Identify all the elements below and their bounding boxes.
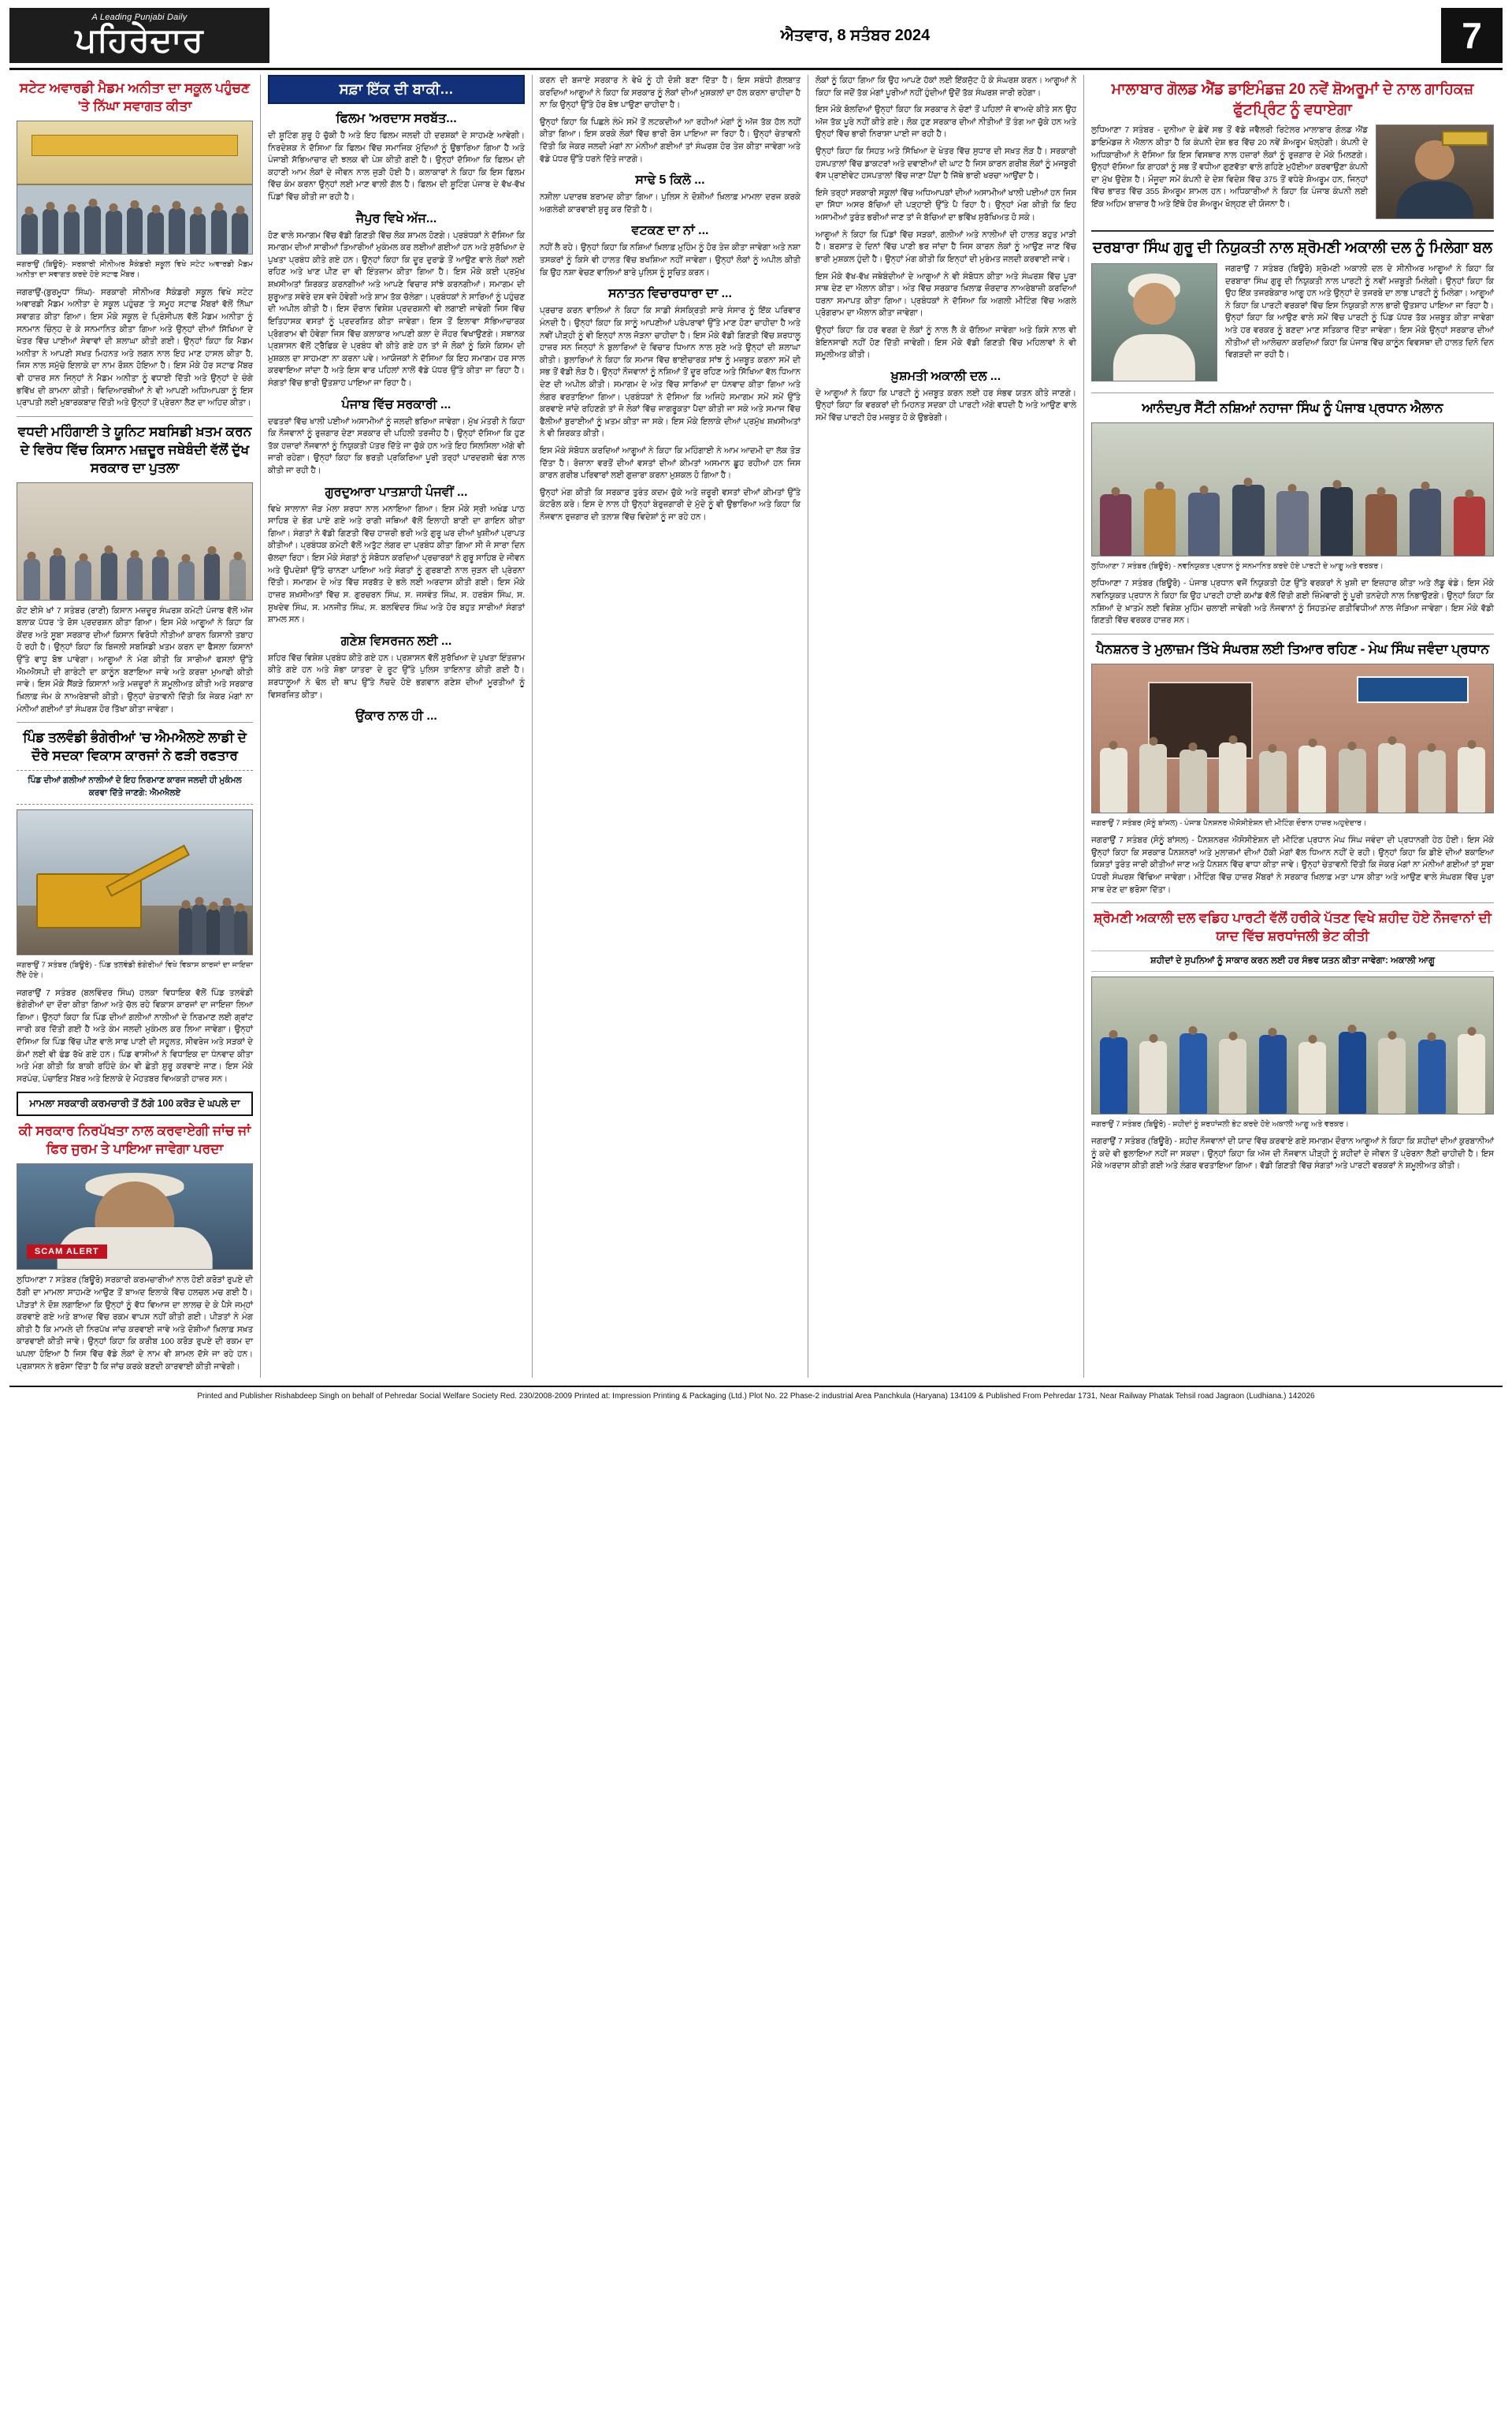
c5-story2-photo: [1091, 263, 1217, 381]
column-2: [260, 75, 532, 1378]
c5-story3-headline: ਆਨੰਦਪੁਰ ਸੈਂਟੀ ਨਸ਼ਿਆਂ ਨਹਾਜਾ ਸਿੰਘ ਨੂੰ ਪੰਜਾਬ ਪ੍ਰਧਾਨ ਐਲਾਨ: [1142, 400, 1443, 415]
column-5: [1083, 75, 1501, 1378]
col3-body-1: [540, 192, 801, 216]
logo-title: ਪਹਿਰੇਦਾਰ: [75, 21, 204, 58]
newspaper-logo: [9, 8, 269, 63]
story1-body: [17, 287, 253, 410]
jump-body-2: [268, 230, 525, 390]
jump-head-6: ਉਂਕਾਰ ਨਾਲ ਹੀ ...: [355, 709, 437, 724]
jump-head-1: ਫਿਲਮ 'ਅਰਦਾਸ ਸਰਬੱਤ...: [336, 112, 457, 125]
c5-story5-body: [1091, 1136, 1494, 1173]
jump-head-3: ਪੰਜਾਬ ਵਿੱਚ ਸਰਕਾਰੀ ...: [341, 397, 451, 411]
scam-alert-badge: SCAM ALERT: [27, 1245, 107, 1259]
jump-body-1: [268, 130, 525, 204]
jump-body-4: [268, 504, 525, 627]
col3-lead: [540, 75, 801, 166]
story3-body-text: ਜਗਰਾਉਂ 7 ਸਤੰਬਰ (ਬਲਵਿੰਦਰ ਸਿੰਘ) ਹਲਕਾ ਵਿਧਾਇਕ ਵੱਲੋਂ ਪਿੰਡ ਤਲਵੰਡੀ ਭੰਗੇਰੀਆਂ ਦਾ ਦੌਰਾ ਕੀਤਾ ਗਿਆ ਅਤੇ ਚੱਲ ਰਹੇ ਵਿਕਾਸ ਕਾਰਜਾਂ ਦਾ ਜਾਇਜ਼ਾ ਲਿਆ ਗਿਆ। ਉਨ੍ਹਾਂ ਕਿਹਾ ਕਿ ਪਿੰਡ ਦੀਆਂ ਗਲੀਆਂ ਨਾਲੀਆਂ ਦੇ ਨਿਰਮਾਣ ਲਈ ਗ੍ਰਾਂਟ ਜਾਰੀ ਕਰ ਦਿੱਤੀ ਗਈ ਹੈ ਅਤੇ ਕੰਮ ਜਲਦੀ ਮੁਕੰਮਲ ਕਰ ਲਿਆ ਜਾਵੇਗਾ। ਉਨ੍ਹਾਂ ਦੱਸਿਆ ਕਿ ਪਿੰਡ ਵਿੱਚ ਪੀਣ ਵਾਲੇ ਸਾਫ ਪਾਣੀ ਦੀ ਸਹੂਲਤ, ਸੀਵਰੇਜ ਅਤੇ ਸੜਕਾਂ ਦੇ ਕੰਮਾਂ ਲਈ ਵੀ ਫੰਡ ਰੱਖੇ ਗਏ ਹਨ। ਪਿੰਡ ਵਾਸੀਆਂ ਨੇ ਵਿਧਾਇਕ ਦਾ ਧੰਨਵਾਦ ਕੀਤਾ ਅਤੇ ਮੰਗ ਕੀਤੀ ਕਿ ਬਾਕੀ ਰਹਿੰਦੇ ਕੰਮ ਵੀ ਛੇਤੀ ਸ਼ੁਰੂ ਕਰਵਾਏ ਜਾਣ। ਇਸ ਮੌਕੇ ਸਰਪੰਚ, ਪੰਚਾਇਤ ਮੈਂਬਰ ਅਤੇ ਇਲਾਕੇ ਦੇ ਮੋਹਤਬਰ ਵਿਅਕਤੀ ਹਾਜ਼ਰ ਸਨ।: [17, 988, 253, 1084]
jump-head-4: ਗੁਰਦੁਆਰਾ ਪਾਤਸ਼ਾਹੀ ਪੰਜਵੀਂ ...: [325, 485, 468, 499]
masthead: [9, 8, 1503, 70]
c5-story4-body-text: ਜਗਰਾਉਂ 7 ਸਤੰਬਰ (ਸੋਨੂੰ ਬਾਂਸਲ) - ਪੈਨਸ਼ਨਰਜ਼ ਐਸੋਸੀਏਸ਼ਨ ਦੀ ਮੀਟਿੰਗ ਪ੍ਰਧਾਨ ਮੇਘ ਸਿੰਘ ਜਵੰਦਾ ਦੀ ਪ੍ਰਧਾਨਗੀ ਹੇਠ ਹੋਈ। ਇਸ ਮੌਕੇ ਉਨ੍ਹਾਂ ਕਿਹਾ ਕਿ ਸਰਕਾਰ ਪੈਨਸ਼ਨਰਾਂ ਅਤੇ ਮੁਲਾਜ਼ਮਾਂ ਦੀਆਂ ਹੱਕੀ ਮੰਗਾਂ ਵੱਲ ਧਿਆਨ ਨਹੀਂ ਦੇ ਰਹੀ। ਉਨ੍ਹਾਂ ਕਿਹਾ ਕਿ ਡੀਏ ਦੀਆਂ ਬਕਾਇਆ ਕਿਸ਼ਤਾਂ ਤੁਰੰਤ ਜਾਰੀ ਕੀਤੀਆਂ ਜਾਣ ਅਤੇ ਪੈਨਸ਼ਨ ਵਿੱਚ ਵਾਧਾ ਕੀਤਾ ਜਾਵੇ। ਉਨ੍ਹਾਂ ਚੇਤਾਵਨੀ ਦਿੱਤੀ ਕਿ ਜੇਕਰ ਮੰਗਾਂ ਨਾ ਮੰਨੀਆਂ ਗਈਆਂ ਤਾਂ ਸੂਬਾ ਪੱਧਰੀ ਸੰਘਰਸ਼ ਵਿੱਢਿਆ ਜਾਵੇਗਾ। ਮੀਟਿੰਗ ਵਿੱਚ ਹਾਜ਼ਰ ਮੈਂਬਰਾਂ ਨੇ ਸਰਕਾਰ ਖ਼ਿਲਾਫ਼ ਮਤਾ ਪਾਸ ਕੀਤਾ ਅਤੇ ਆਉਣ ਵਾਲੇ ਸੰਘਰਸ਼ ਵਿੱਚ ਪੂਰਾ ਸਾਥ ਦੇਣ ਦਾ ਭਰੋਸਾ ਦਿੱਤਾ।: [1091, 836, 1494, 895]
story3-photo-caption: ਜਗਰਾਉਂ 7 ਸਤੰਬਰ (ਬਿਊਰੋ) - ਪਿੰਡ ਤਲਵੰਡੀ ਭੰਗੇਰੀਆਂ ਵਿਖੇ ਵਿਕਾਸ ਕਾਰਜਾਂ ਦਾ ਜਾਇਜ਼ਾ ਲੈਂਦੇ ਹੋਏ।: [17, 960, 253, 980]
jump-head-2: ਜੈਪੁਰ ਵਿਖੇ ਅੱਜ...: [355, 211, 437, 225]
col4-para-4: ਇਸੇ ਤਰ੍ਹਾਂ ਸਰਕਾਰੀ ਸਕੂਲਾਂ ਵਿੱਚ ਅਧਿਆਪਕਾਂ ਦੀਆਂ ਅਸਾਮੀਆਂ ਖਾਲੀ ਪਈਆਂ ਹਨ ਜਿਸ ਦਾ ਸਿੱਧਾ ਅਸਰ ਬੱਚਿਆਂ ਦੀ ਪੜ੍ਹਾਈ ਉੱਤੇ ਪੈ ਰਿਹਾ ਹੈ। ਉਨ੍ਹਾਂ ਮੰਗ ਕੀਤੀ ਕਿ ਇਹ ਅਸਾਮੀਆਂ ਤੁਰੰਤ ਭਰੀਆਂ ਜਾਣ ਤਾਂ ਜੋ ਬੱਚਿਆਂ ਦਾ ਭਵਿੱਖ ਸੁਰੱਖਿਅਤ ਹੋ ਸਕੇ।: [815, 188, 1076, 223]
logo-tagline: A Leading Punjabi Daily: [91, 13, 188, 22]
c5-story3-photo: [1091, 422, 1494, 556]
col3-para-2: ਉਨ੍ਹਾਂ ਕਿਹਾ ਕਿ ਪਿਛਲੇ ਲੰਮੇ ਸਮੇਂ ਤੋਂ ਲਟਕਦੀਆਂ ਆ ਰਹੀਆਂ ਮੰਗਾਂ ਨੂੰ ਅੱਜ ਤੱਕ ਹੱਲ ਨਹੀਂ ਕੀਤਾ ਗਿਆ। ਇਸ ਕਰਕੇ ਲੋਕਾਂ ਵਿੱਚ ਭਾਰੀ ਰੋਸ ਪਾਇਆ ਜਾ ਰਿਹਾ ਹੈ। ਉਨ੍ਹਾਂ ਚੇਤਾਵਨੀ ਦਿੱਤੀ ਕਿ ਜੇਕਰ ਜਲਦੀ ਮੰਗਾਂ ਨਾ ਮੰਨੀਆਂ ਗਈਆਂ ਤਾਂ ਸੰਘਰਸ਼ ਹੋਰ ਤੇਜ਼ ਕੀਤਾ ਜਾਵੇਗਾ ਅਤੇ ਵੱਡੇ ਪੱਧਰ ਉੱਤੇ ਧਰਨੇ ਦਿੱਤੇ ਜਾਣਗੇ।: [540, 117, 801, 164]
jump-body-3: [268, 416, 525, 478]
story3-photo: [17, 809, 253, 955]
c5-story1-headline: ਮਾਲਾਬਾਰ ਗੋਲਡ ਐਂਡ ਡਾਇਮੰਡਜ਼ 20 ਨਵੇਂ ਸ਼ੋਅਰੂਮਾਂ ਦੇ ਨਾਲ ਗਾਹਿਕਜ਼ ਫੁੱਟਪ੍ਰਿੰਟ ਨੂੰ ਵਧਾਏਗਾ: [1111, 81, 1474, 118]
story4-kicker-box: [17, 1092, 253, 1116]
c5-story5-photo: [1091, 977, 1494, 1114]
c5-story4-headline: ਪੈਨਸ਼ਨਰ ਤੇ ਮੁਲਾਜ਼ਮ ਤਿੱਖੇ ਸੰਘਰਸ਼ ਲਈ ਤਿਆਰ ਰਹਿਣ - ਮੇਘ ਸਿੰਘ ਜਵੰਦਾ ਪ੍ਰਧਾਨ: [1095, 641, 1490, 657]
col3-body-2-text: ਨਹੀਂ ਲੈ ਰਹੇ। ਉਨ੍ਹਾਂ ਕਿਹਾ ਕਿ ਨਸ਼ਿਆਂ ਖ਼ਿਲਾਫ਼ ਮੁਹਿੰਮ ਨੂੰ ਹੋਰ ਤੇਜ਼ ਕੀਤਾ ਜਾਵੇਗਾ ਅਤੇ ਨਸ਼ਾ ਤਸਕਰਾਂ ਨੂੰ ਕਿਸੇ ਵੀ ਹਾਲਤ ਵਿੱਚ ਬਖਸ਼ਿਆ ਨਹੀਂ ਜਾਵੇਗਾ। ਉਨ੍ਹਾਂ ਲੋਕਾਂ ਨੂੰ ਅਪੀਲ ਕੀਤੀ ਕਿ ਉਹ ਨਸ਼ਾ ਵੇਚਣ ਵਾਲਿਆਂ ਬਾਰੇ ਪੁਲਿਸ ਨੂੰ ਸੂਚਿਤ ਕਰਨ।: [540, 244, 801, 277]
col3-body-2: [540, 242, 801, 279]
divider: [1091, 230, 1494, 232]
story4-body: [17, 1274, 253, 1373]
story4-body-text: ਲੁਧਿਆਣਾ 7 ਸਤੰਬਰ (ਬਿਊਰੋ) ਸਰਕਾਰੀ ਕਰਮਚਾਰੀਆਂ ਨਾਲ ਹੋਈ ਕਰੋੜਾਂ ਰੁਪਏ ਦੀ ਠੱਗੀ ਦਾ ਮਾਮਲਾ ਸਾਹਮਣੇ ਆਉਣ ਤੋਂ ਬਾਅਦ ਇਲਾਕੇ ਵਿੱਚ ਹਲਚਲ ਮਚ ਗਈ ਹੈ। ਪੀੜਤਾਂ ਨੇ ਦੋਸ਼ ਲਗਾਇਆ ਕਿ ਉਨ੍ਹਾਂ ਨੂੰ ਵੱਧ ਵਿਆਜ ਦਾ ਲਾਲਚ ਦੇ ਕੇ ਪੈਸੇ ਜਮ੍ਹਾਂ ਕਰਵਾਏ ਗਏ ਅਤੇ ਬਾਅਦ ਵਿੱਚ ਰਕਮ ਵਾਪਸ ਨਹੀਂ ਕੀਤੀ ਗਈ। ਪੀੜਤਾਂ ਨੇ ਮੰਗ ਕੀਤੀ ਹੈ ਕਿ ਮਾਮਲੇ ਦੀ ਨਿਰਪੱਖ ਜਾਂਚ ਕਰਵਾਈ ਜਾਵੇ ਅਤੇ ਦੋਸ਼ੀਆਂ ਖ਼ਿਲਾਫ਼ ਸਖ਼ਤ ਕਾਰਵਾਈ ਕੀਤੀ ਜਾਵੇ। ਉਨ੍ਹਾਂ ਕਿਹਾ ਕਿ ਕਰੀਬ 100 ਕਰੋੜ ਰੁਪਏ ਦੀ ਰਕਮ ਦਾ ਘਪਲਾ ਹੋਇਆ ਹੈ ਜਿਸ ਵਿੱਚ ਵੱਡੇ ਲੋਕਾਂ ਦੇ ਨਾਮ ਵੀ ਸ਼ਾਮਲ ਦੱਸੇ ਜਾ ਰਹੇ ਹਨ। ਪ੍ਰਸ਼ਾਸਨ ਨੇ ਭਰੋਸਾ ਦਿੱਤਾ ਹੈ ਕਿ ਜਾਂਚ ਕਰਕੇ ਬਣਦੀ ਕਾਰਵਾਈ ਕੀਤੀ ਜਾਵੇਗੀ।: [17, 1276, 253, 1371]
column-1: [9, 75, 260, 1378]
c5-story5-subhead: ਸ਼ਹੀਦਾਂ ਦੇ ਸੁਪਨਿਆਂ ਨੂੰ ਸਾਕਾਰ ਕਰਨ ਲਈ ਹਰ ਸੰਭਵ ਯਤਨ ਕੀਤਾ ਜਾਵੇਗਾ: ਅਕਾਲੀ ਆਗੂ: [1091, 951, 1494, 972]
c5-story5-body-text: ਜਗਰਾਉਂ 7 ਸਤੰਬਰ (ਬਿਊਰੋ) - ਸ਼ਹੀਦ ਨੌਜਵਾਨਾਂ ਦੀ ਯਾਦ ਵਿੱਚ ਕਰਵਾਏ ਗਏ ਸਮਾਗਮ ਦੌਰਾਨ ਆਗੂਆਂ ਨੇ ਕਿਹਾ ਕਿ ਸ਼ਹੀਦਾਂ ਦੀਆਂ ਕੁਰਬਾਨੀਆਂ ਨੂੰ ਕਦੇ ਵੀ ਭੁਲਾਇਆ ਨਹੀਂ ਜਾ ਸਕਦਾ। ਉਨ੍ਹਾਂ ਕਿਹਾ ਕਿ ਅੱਜ ਦੀ ਨੌਜਵਾਨ ਪੀੜ੍ਹੀ ਨੂੰ ਸ਼ਹੀਦਾਂ ਦੇ ਜੀਵਨ ਤੋਂ ਪ੍ਰੇਰਨਾ ਲੈਣੀ ਚਾਹੀਦੀ ਹੈ। ਇਸ ਮੌਕੇ ਅਰਦਾਸ ਕੀਤੀ ਗਈ ਅਤੇ ਲੰਗਰ ਵਰਤਾਇਆ ਗਿਆ। ਵੱਡੀ ਗਿਣਤੀ ਵਿੱਚ ਸੰਗਤਾਂ ਅਤੇ ਪਾਰਟੀ ਵਰਕਰਾਂ ਨੇ ਸ਼ਮੂਲੀਅਤ ਕੀਤੀ।: [1091, 1137, 1494, 1171]
page-columns: [9, 75, 1503, 1378]
story4-photo: [17, 1163, 253, 1270]
c5-story2-headline: ਦਰਬਾਰਾ ਸਿੰਘ ਗੁਰੂ ਦੀ ਨਿਯੁਕਤੀ ਨਾਲ ਸ਼੍ਰੋਮਣੀ ਅਕਾਲੀ ਦਲ ਨੂੰ ਮਿਲੇਗਾ ਬਲ: [1093, 240, 1492, 257]
column-4: [808, 75, 1083, 1378]
page-number: 7: [1441, 8, 1503, 63]
story1-photo: [17, 121, 253, 255]
edition-date: ਐਤਵਾਰ, 8 ਸਤੰਬਰ 2024: [780, 26, 931, 44]
jump-head-5: ਗਣੇਸ਼ ਵਿਸਰਜਨ ਲਈ ...: [340, 634, 452, 648]
c5-story1-body-text: ਲੁਧਿਆਣਾ 7 ਸਤੰਬਰ - ਦੁਨੀਆ ਦੇ ਛੇਵੇਂ ਸਭ ਤੋਂ ਵੱਡੇ ਜਵੈਲਰੀ ਰਿਟੇਲਰ ਮਾਲਾਬਾਰ ਗੋਲਡ ਐਂਡ ਡਾਇਮੰਡਜ਼ ਨੇ ਐਲਾਨ ਕੀਤਾ ਹੈ ਕਿ ਕੰਪਨੀ ਦੇਸ਼ ਭਰ ਵਿੱਚ 20 ਨਵੇਂ ਸ਼ੋਅਰੂਮ ਖੋਲ੍ਹੇਗੀ। ਕੰਪਨੀ ਦੇ ਅਧਿਕਾਰੀਆਂ ਨੇ ਦੱਸਿਆ ਕਿ ਇਸ ਵਿਸਥਾਰ ਨਾਲ ਹਜ਼ਾਰਾਂ ਲੋਕਾਂ ਨੂੰ ਰੁਜ਼ਗਾਰ ਦੇ ਮੌਕੇ ਮਿਲਣਗੇ। ਉਨ੍ਹਾਂ ਦੱਸਿਆ ਕਿ ਗਾਹਕਾਂ ਨੂੰ ਸਭ ਤੋਂ ਵਧੀਆ ਗੁਣਵੱਤਾ ਵਾਲੇ ਗਹਿਣੇ ਮੁਹੱਈਆ ਕਰਵਾਉਣਾ ਕੰਪਨੀ ਦਾ ਮੁੱਖ ਉਦੇਸ਼ ਹੈ। ਮੌਜੂਦਾ ਸਮੇਂ ਕੰਪਨੀ ਦੇ ਦੇਸ਼ ਵਿਦੇਸ਼ ਵਿੱਚ 375 ਤੋਂ ਵਧੇਰੇ ਸ਼ੋਅਰੂਮ ਹਨ, ਜਿਨ੍ਹਾਂ ਵਿੱਚ ਭਾਰਤ ਵਿੱਚ 355 ਸ਼ੋਅਰੂਮ ਸ਼ਾਮਲ ਹਨ। ਅਧਿਕਾਰੀਆਂ ਨੇ ਕਿਹਾ ਕਿ ਪੰਜਾਬ ਕੰਪਨੀ ਲਈ ਇੱਕ ਅਹਿਮ ਬਾਜ਼ਾਰ ਹੈ ਅਤੇ ਇੱਥੇ ਹੋਰ ਸ਼ੋਅਰੂਮ ਖੋਲ੍ਹਣ ਦੀ ਯੋਜਨਾ ਹੈ।: [1091, 126, 1368, 209]
c5-story1-photo: [1376, 125, 1494, 219]
col4-para-2: ਇਸ ਮੌਕੇ ਬੋਲਦਿਆਂ ਉਨ੍ਹਾਂ ਕਿਹਾ ਕਿ ਸਰਕਾਰ ਨੇ ਚੋਣਾਂ ਤੋਂ ਪਹਿਲਾਂ ਜੋ ਵਾਅਦੇ ਕੀਤੇ ਸਨ ਉਹ ਅੱਜ ਤੱਕ ਪੂਰੇ ਨਹੀਂ ਕੀਤੇ ਗਏ। ਲੋਕ ਹੁਣ ਸਰਕਾਰ ਦੀਆਂ ਨੀਤੀਆਂ ਤੋਂ ਤੰਗ ਆ ਚੁੱਕੇ ਹਨ ਅਤੇ ਉਨ੍ਹਾਂ ਵਿੱਚ ਭਾਰੀ ਨਿਰਾਸ਼ਾ ਪਾਈ ਜਾ ਰਹੀ ਹੈ।: [815, 106, 1076, 140]
jump-body-2-text: ਹੋਣ ਵਾਲੇ ਸਮਾਗਮ ਵਿੱਚ ਵੱਡੀ ਗਿਣਤੀ ਵਿੱਚ ਲੋਕ ਸ਼ਾਮਲ ਹੋਣਗੇ। ਪ੍ਰਬੰਧਕਾਂ ਨੇ ਦੱਸਿਆ ਕਿ ਸਮਾਗਮ ਦੀਆਂ ਸਾਰੀਆਂ ਤਿਆਰੀਆਂ ਮੁਕੰਮਲ ਕਰ ਲਈਆਂ ਗਈਆਂ ਹਨ ਅਤੇ ਸੁਰੱਖਿਆ ਦੇ ਪੁਖਤਾ ਪ੍ਰਬੰਧ ਕੀਤੇ ਗਏ ਹਨ। ਉਨ੍ਹਾਂ ਕਿਹਾ ਕਿ ਦੂਰ ਦੁਰਾਡੇ ਤੋਂ ਆਉਣ ਵਾਲੇ ਲੋਕਾਂ ਲਈ ਰਹਿਣ ਅਤੇ ਖਾਣ ਪੀਣ ਦਾ ਵੀ ਇੰਤਜ਼ਾਮ ਕੀਤਾ ਗਿਆ ਹੈ। ਇਸ ਮੌਕੇ ਕਈ ਪ੍ਰਮੁੱਖ ਸ਼ਖ਼ਸੀਅਤਾਂ ਸ਼ਿਰਕਤ ਕਰਨਗੀਆਂ ਅਤੇ ਆਪਣੇ ਵਿਚਾਰ ਸਾਂਝੇ ਕਰਨਗੀਆਂ। ਸਮਾਗਮ ਦੀ ਸ਼ੁਰੂਆਤ ਸਵੇਰੇ ਦਸ ਵਜੇ ਹੋਵੇਗੀ ਅਤੇ ਸ਼ਾਮ ਤੱਕ ਚੱਲੇਗਾ। ਪ੍ਰਬੰਧਕਾਂ ਨੇ ਸਾਰਿਆਂ ਨੂੰ ਪਹੁੰਚਣ ਦੀ ਅਪੀਲ ਕੀਤੀ ਹੈ। ਇਸ ਦੌਰਾਨ ਵਿਸ਼ੇਸ਼ ਪ੍ਰਦਰਸ਼ਨੀ ਵੀ ਲਗਾਈ ਜਾਵੇਗੀ ਜਿਸ ਵਿੱਚ ਇਤਿਹਾਸਕ ਵਸਤਾਂ ਨੂੰ ਪ੍ਰਦਰਸ਼ਿਤ ਕੀਤਾ ਜਾਵੇਗਾ। ਇਸ ਤੋਂ ਇਲਾਵਾ ਸੱਭਿਆਚਾਰਕ ਪ੍ਰੋਗਰਾਮ ਵੀ ਹੋਵੇਗਾ ਜਿਸ ਵਿੱਚ ਕਲਾਕਾਰ ਆਪਣੀ ਕਲਾ ਦੇ ਜੌਹਰ ਵਿਖਾਉਣਗੇ। ਸਥਾਨਕ ਪ੍ਰਸ਼ਾਸਨ ਵੱਲੋਂ ਟ੍ਰੈਫਿਕ ਦੇ ਪ੍ਰਬੰਧ ਵੀ ਕੀਤੇ ਗਏ ਹਨ ਤਾਂ ਜੋ ਲੋਕਾਂ ਨੂੰ ਕਿਸੇ ਕਿਸਮ ਦੀ ਮੁਸ਼ਕਲ ਦਾ ਸਾਹਮਣਾ ਨਾ ਕਰਨਾ ਪਵੇ। ਆਯੋਜਕਾਂ ਨੇ ਦੱਸਿਆ ਕਿ ਇਹ ਸਮਾਗਮ ਹਰ ਸਾਲ ਕਰਵਾਇਆ ਜਾਂਦਾ ਹੈ ਅਤੇ ਇਸ ਵਾਰ ਪਹਿਲਾਂ ਨਾਲੋਂ ਵੱਡੇ ਪੱਧਰ ਉੱਤੇ ਕੀਤਾ ਜਾ ਰਿਹਾ ਹੈ। ਸੰਗਤਾਂ ਵਿੱਚ ਭਾਰੀ ਉਤਸ਼ਾਹ ਪਾਇਆ ਜਾ ਰਿਹਾ ਹੈ।: [268, 231, 525, 388]
c5-story5-photo-caption: ਜਗਰਾਉਂ 7 ਸਤੰਬਰ (ਬਿਊਰੋ) - ਸ਼ਹੀਦਾਂ ਨੂੰ ਸ਼ਰਧਾਂਜਲੀ ਭੇਟ ਕਰਦੇ ਹੋਏ ਅਕਾਲੀ ਆਗੂ ਅਤੇ ਵਰਕਰ।: [1091, 1119, 1349, 1129]
c5-story4-photo: [1091, 664, 1494, 813]
col3-body-3: [540, 305, 801, 523]
col3-para-1: ਕਰਨ ਦੀ ਬਜਾਏ ਸਰਕਾਰ ਨੇ ਵੇਖੋ ਨੂੰ ਹੀ ਦੋਸ਼ੀ ਬਣਾ ਦਿੱਤਾ ਹੈ। ਇਸ ਸਬੰਧੀ ਗੱਲਬਾਤ ਕਰਦਿਆਂ ਆਗੂਆਂ ਨੇ ਕਿਹਾ ਕਿ ਸਰਕਾਰ ਨੂੰ ਲੋਕਾਂ ਦੀਆਂ ਮੁਸ਼ਕਲਾਂ ਦਾ ਹੱਲ ਕਰਨਾ ਚਾਹੀਦਾ ਹੈ ਨਾ ਕਿ ਉਨ੍ਹਾਂ ਉੱਤੇ ਹੋਰ ਬੋਝ ਪਾਉਣਾ ਚਾਹੀਦਾ ਹੈ।: [540, 76, 801, 110]
c5-story1-body: [1091, 125, 1368, 215]
story1-body-text: ਜਗਰਾਉਂ-(ਬੁਰਮੂਧਾ ਸਿੰਘ)- ਸਰਕਾਰੀ ਸੀਨੀਅਰ ਸੈਕੰਡਰੀ ਸਕੂਲ ਵਿਖੇ ਸਟੇਟ ਅਵਾਰਡੀ ਮੈਡਮ ਅਨੀਤਾ ਦੇ ਸਕੂਲ ਪਹੁੰਚਣ 'ਤੇ ਸਮੂਹ ਸਟਾਫ ਮੈਂਬਰਾਂ ਵੱਲੋਂ ਨਿੱਘਾ ਸਵਾਗਤ ਕੀਤਾ ਗਿਆ। ਇਸ ਮੌਕੇ ਸਕੂਲ ਦੇ ਪ੍ਰਿੰਸੀਪਲ ਵੱਲੋਂ ਮੈਡਮ ਅਨੀਤਾ ਨੂੰ ਸਨਮਾਨ ਚਿੰਨ੍ਹ ਦੇ ਕੇ ਸਨਮਾਨਿਤ ਕੀਤਾ ਗਿਆ ਅਤੇ ਉਨ੍ਹਾਂ ਦੀਆਂ ਸਿੱਖਿਆ ਦੇ ਖੇਤਰ ਵਿੱਚ ਪਾਈਆਂ ਸੇਵਾਵਾਂ ਦੀ ਸ਼ਲਾਘਾ ਕੀਤੀ ਗਈ। ਉਨ੍ਹਾਂ ਕਿਹਾ ਕਿ ਮੈਡਮ ਅਨੀਤਾ ਨੇ ਆਪਣੀ ਸਖਤ ਮਿਹਨਤ ਅਤੇ ਲਗਨ ਨਾਲ ਇਹ ਮਾਣ ਹਾਸਲ ਕੀਤਾ ਹੈ, ਜਿਸ ਨਾਲ ਸਮੁੱਚੇ ਇਲਾਕੇ ਦਾ ਨਾਮ ਰੌਸ਼ਨ ਹੋਇਆ ਹੈ। ਇਸ ਮੌਕੇ ਹੋਰ ਸਟਾਫ ਮੈਂਬਰ ਵੀ ਹਾਜ਼ਰ ਸਨ ਜਿਨ੍ਹਾਂ ਨੇ ਮੈਡਮ ਅਨੀਤਾ ਨੂੰ ਵਧਾਈ ਦਿੱਤੀ ਅਤੇ ਉਨ੍ਹਾਂ ਦੇ ਚੰਗੇ ਭਵਿੱਖ ਦੀ ਕਾਮਨਾ ਕੀਤੀ। ਵਿਦਿਆਰਥੀਆਂ ਨੇ ਵੀ ਆਪਣੀ ਅਧਿਆਪਕਾ ਨੂੰ ਇਸ ਪ੍ਰਾਪਤੀ ਲਈ ਮੁਬਾਰਕਬਾਦ ਦਿੱਤੀ ਅਤੇ ਉਨ੍ਹਾਂ ਤੋਂ ਪ੍ਰੇਰਨਾ ਲੈਣ ਦਾ ਅਹਿਦ ਕੀਤਾ।: [17, 288, 253, 408]
story3-body: [17, 988, 253, 1086]
c5-story5-headline: ਸ਼੍ਰੋਮਣੀ ਅਕਾਲੀ ਦਲ ਵਡਿਹ ਪਾਰਟੀ ਵੱਲੋਂ ਹਰੀਕੇ ਪੱਤਣ ਵਿਖੇ ਸ਼ਹੀਦ ਹੋਏ ਨੌਜਵਾਨਾਂ ਦੀ ਯਾਦ ਵਿੱਚ ਸ਼ਰਧਾਂਜਲੀ ਭੇਟ ਕੀਤੀ: [1094, 910, 1492, 944]
col4-para-6: ਇਸ ਮੌਕੇ ਵੱਖ-ਵੱਖ ਜਥੇਬੰਦੀਆਂ ਦੇ ਆਗੂਆਂ ਨੇ ਵੀ ਸੰਬੋਧਨ ਕੀਤਾ ਅਤੇ ਸੰਘਰਸ਼ ਵਿੱਚ ਪੂਰਾ ਸਾਥ ਦੇਣ ਦਾ ਐਲਾਨ ਕੀਤਾ। ਅੰਤ ਵਿੱਚ ਸਰਕਾਰ ਖ਼ਿਲਾਫ਼ ਜ਼ੋਰਦਾਰ ਨਾਅਰੇਬਾਜ਼ੀ ਕਰਦਿਆਂ ਧਰਨਾ ਸਮਾਪਤ ਕੀਤਾ ਗਿਆ। ਪ੍ਰਬੰਧਕਾਂ ਨੇ ਦੱਸਿਆ ਕਿ ਅਗਲੀ ਮੀਟਿੰਗ ਵਿੱਚ ਅਗਲੇ ਪ੍ਰੋਗਰਾਮ ਦਾ ਐਲਾਨ ਕੀਤਾ ਜਾਵੇਗਾ।: [815, 272, 1076, 318]
col4-body-bottom-text: ਦੇ ਆਗੂਆਂ ਨੇ ਕਿਹਾ ਕਿ ਪਾਰਟੀ ਨੂੰ ਮਜ਼ਬੂਤ ਕਰਨ ਲਈ ਹਰ ਸੰਭਵ ਯਤਨ ਕੀਤੇ ਜਾਣਗੇ। ਉਨ੍ਹਾਂ ਕਿਹਾ ਕਿ ਵਰਕਰਾਂ ਦੀ ਮਿਹਨਤ ਸਦਕਾ ਹੀ ਪਾਰਟੀ ਅੱਗੇ ਵਧਦੀ ਹੈ ਅਤੇ ਆਉਣ ਵਾਲੇ ਸਮੇਂ ਵਿੱਚ ਪਾਰਟੀ ਹੋਰ ਮਜ਼ਬੂਤ ਹੋ ਕੇ ਉਭਰੇਗੀ।: [815, 389, 1076, 423]
col3-head-3: ਸਨਾਤਨ ਵਿਚਾਰਧਾਰਾ ਦਾ ...: [608, 287, 732, 301]
col4-body: [815, 75, 1076, 362]
col4-para-7: ਉਨ੍ਹਾਂ ਕਿਹਾ ਕਿ ਹਰ ਵਰਗ ਦੇ ਲੋਕਾਂ ਨੂੰ ਨਾਲ ਲੈ ਕੇ ਚੱਲਿਆ ਜਾਵੇਗਾ ਅਤੇ ਕਿਸੇ ਨਾਲ ਵੀ ਬੇਇਨਸਾਫੀ ਨਹੀਂ ਹੋਣ ਦਿੱਤੀ ਜਾਵੇਗੀ। ਇਸ ਮੌਕੇ ਵੱਡੀ ਗਿਣਤੀ ਵਿੱਚ ਮਹਿਲਾਵਾਂ ਨੇ ਵੀ ਸ਼ਮੂਲੀਅਤ ਕੀਤੀ।: [815, 326, 1076, 360]
col3-head-2: ਵਟਕਣ ਦਾ ਨਾਂ ...: [631, 224, 709, 238]
col4-head-bottom: ਖ਼ੁਸ਼ਮਤੀ ਅਕਾਲੀ ਦਲ ...: [890, 369, 1001, 383]
col3-para-3: ਇਸ ਮੌਕੇ ਸੰਬੋਧਨ ਕਰਦਿਆਂ ਆਗੂਆਂ ਨੇ ਕਿਹਾ ਕਿ ਮਹਿੰਗਾਈ ਨੇ ਆਮ ਆਦਮੀ ਦਾ ਲੱਕ ਤੋੜ ਦਿੱਤਾ ਹੈ। ਰੋਜ਼ਾਨਾ ਵਰਤੋਂ ਦੀਆਂ ਵਸਤਾਂ ਦੀਆਂ ਕੀਮਤਾਂ ਅਸਮਾਨ ਛੂਹ ਰਹੀਆਂ ਹਨ ਜਿਸ ਕਾਰਨ ਗਰੀਬ ਪਰਿਵਾਰਾਂ ਲਈ ਗੁਜ਼ਾਰਾ ਕਰਨਾ ਮੁਸ਼ਕਲ ਹੋ ਗਿਆ ਹੈ।: [540, 447, 801, 481]
jump-body-5-text: ਸ਼ਹਿਰ ਵਿੱਚ ਵਿਸ਼ੇਸ਼ ਪ੍ਰਬੰਧ ਕੀਤੇ ਗਏ ਹਨ। ਪ੍ਰਸ਼ਾਸਨ ਵੱਲੋਂ ਸੁਰੱਖਿਆ ਦੇ ਪੁਖਤਾ ਇੰਤਜ਼ਾਮ ਕੀਤੇ ਗਏ ਹਨ ਅਤੇ ਸ਼ੋਭਾ ਯਾਤਰਾ ਦੇ ਰੂਟ ਉੱਤੇ ਪੁਲਿਸ ਤਾਇਨਾਤ ਕੀਤੀ ਗਈ ਹੈ। ਸ਼ਰਧਾਲੂਆਂ ਨੇ ਢੋਲ ਦੀ ਥਾਪ ਉੱਤੇ ਨੱਚਦੇ ਹੋਏ ਭਗਵਾਨ ਗਣੇਸ਼ ਦੀਆਂ ਮੂਰਤੀਆਂ ਨੂੰ ਵਿਸਰਜਿਤ ਕੀਤਾ।: [268, 653, 525, 700]
story1-headline: ਸਟੇਟ ਅਵਾਰਡੀ ਮੈਡਮ ਅਨੀਤਾ ਦਾ ਸਕੂਲ ਪਹੁੰਚਣ 'ਤੇ ਨਿੱਘਾ ਸਵਾਗਤ ਕੀਤਾ: [19, 80, 251, 113]
c5-story3-body: [1091, 578, 1494, 627]
jump-body-1-text: ਦੀ ਸ਼ੂਟਿੰਗ ਸ਼ੁਰੂ ਹੋ ਚੁੱਕੀ ਹੈ ਅਤੇ ਇਹ ਫਿਲਮ ਜਲਦੀ ਹੀ ਦਰਸ਼ਕਾਂ ਦੇ ਸਾਹਮਣੇ ਆਵੇਗੀ। ਨਿਰਦੇਸ਼ਕ ਨੇ ਦੱਸਿਆ ਕਿ ਫਿਲਮ ਵਿੱਚ ਸਮਾਜਿਕ ਮੁੱਦਿਆਂ ਨੂੰ ਉਭਾਰਿਆ ਗਿਆ ਹੈ ਅਤੇ ਪੰਜਾਬੀ ਸੱਭਿਆਚਾਰ ਦੀ ਝਲਕ ਵੀ ਪੇਸ਼ ਕੀਤੀ ਗਈ ਹੈ। ਉਨ੍ਹਾਂ ਦੱਸਿਆ ਕਿ ਫਿਲਮ ਦੀ ਕਹਾਣੀ ਆਮ ਲੋਕਾਂ ਦੇ ਜੀਵਨ ਨਾਲ ਜੁੜੀ ਹੋਈ ਹੈ। ਕਲਾਕਾਰਾਂ ਨੇ ਕਿਹਾ ਕਿ ਇਸ ਫਿਲਮ ਵਿੱਚ ਕੰਮ ਕਰਨਾ ਉਨ੍ਹਾਂ ਲਈ ਮਾਣ ਵਾਲੀ ਗੱਲ ਹੈ। ਫਿਲਮ ਦੀ ਸ਼ੂਟਿੰਗ ਪੰਜਾਬ ਦੇ ਵੱਖ-ਵੱਖ ਪਿੰਡਾਂ ਵਿੱਚ ਕੀਤੀ ਜਾ ਰਹੀ ਹੈ।: [268, 132, 525, 203]
col4-para-1: ਲੋਕਾਂ ਨੂੰ ਕਿਹਾ ਗਿਆ ਕਿ ਉਹ ਆਪਣੇ ਹੱਕਾਂ ਲਈ ਇੱਕਜੁੱਟ ਹੋ ਕੇ ਸੰਘਰਸ਼ ਕਰਨ। ਆਗੂਆਂ ਨੇ ਕਿਹਾ ਕਿ ਜਦੋਂ ਤੱਕ ਮੰਗਾਂ ਪੂਰੀਆਂ ਨਹੀਂ ਹੁੰਦੀਆਂ ਉਦੋਂ ਤੱਕ ਸੰਘਰਸ਼ ਜਾਰੀ ਰਹੇਗਾ।: [815, 76, 1076, 98]
col3-body-1-text: ਨਸ਼ੀਲਾ ਪਦਾਰਥ ਬਰਾਮਦ ਕੀਤਾ ਗਿਆ। ਪੁਲਿਸ ਨੇ ਦੋਸ਼ੀਆਂ ਖ਼ਿਲਾਫ਼ ਮਾਮਲਾ ਦਰਜ ਕਰਕੇ ਅਗਲੇਰੀ ਕਾਰਵਾਈ ਸ਼ੁਰੂ ਕਰ ਦਿੱਤੀ ਹੈ।: [540, 193, 801, 214]
col3-head-1: ਸਾਢੇ 5 ਕਿਲੋ ...: [635, 173, 705, 188]
story2-photo: [17, 482, 253, 601]
col3-body-3-text: ਪ੍ਰਚਾਰ ਕਰਨ ਵਾਲਿਆਂ ਨੇ ਕਿਹਾ ਕਿ ਸਾਡੀ ਸੰਸਕ੍ਰਿਤੀ ਸਾਰੇ ਸੰਸਾਰ ਨੂੰ ਇੱਕ ਪਰਿਵਾਰ ਮੰਨਦੀ ਹੈ। ਉਨ੍ਹਾਂ ਕਿਹਾ ਕਿ ਸਾਨੂੰ ਆਪਣੀਆਂ ਪਰੰਪਰਾਵਾਂ ਉੱਤੇ ਮਾਣ ਹੋਣਾ ਚਾਹੀਦਾ ਹੈ ਅਤੇ ਨਵੀਂ ਪੀੜ੍ਹੀ ਨੂੰ ਵੀ ਇਨ੍ਹਾਂ ਨਾਲ ਜੋੜਨਾ ਚਾਹੀਦਾ ਹੈ। ਇਸ ਮੌਕੇ ਵੱਡੀ ਗਿਣਤੀ ਵਿੱਚ ਸ਼ਰਧਾਲੂ ਹਾਜ਼ਰ ਸਨ ਜਿਨ੍ਹਾਂ ਨੇ ਬੁਲਾਰਿਆਂ ਦੇ ਵਿਚਾਰ ਧਿਆਨ ਨਾਲ ਸੁਣੇ ਅਤੇ ਉਨ੍ਹਾਂ ਦੀ ਸ਼ਲਾਘਾ ਕੀਤੀ। ਬੁਲਾਰਿਆਂ ਨੇ ਕਿਹਾ ਕਿ ਸਮਾਜ ਵਿੱਚ ਭਾਈਚਾਰਕ ਸਾਂਝ ਨੂੰ ਮਜ਼ਬੂਤ ਕਰਨਾ ਸਮੇਂ ਦੀ ਸਭ ਤੋਂ ਵੱਡੀ ਲੋੜ ਹੈ। ਉਨ੍ਹਾਂ ਨੌਜਵਾਨਾਂ ਨੂੰ ਨਸ਼ਿਆਂ ਤੋਂ ਦੂਰ ਰਹਿਣ ਅਤੇ ਸਿੱਖਿਆ ਵੱਲ ਧਿਆਨ ਦੇਣ ਦੀ ਅਪੀਲ ਕੀਤੀ। ਸਮਾਗਮ ਦੇ ਅੰਤ ਵਿੱਚ ਸਾਰਿਆਂ ਦਾ ਧੰਨਵਾਦ ਕੀਤਾ ਗਿਆ ਅਤੇ ਲੰਗਰ ਵਰਤਾਇਆ ਗਿਆ। ਪ੍ਰਬੰਧਕਾਂ ਨੇ ਦੱਸਿਆ ਕਿ ਅਜਿਹੇ ਸਮਾਗਮ ਸਮੇਂ ਸਮੇਂ ਉੱਤੇ ਕਰਵਾਏ ਜਾਂਦੇ ਰਹਿਣਗੇ ਤਾਂ ਜੋ ਲੋਕਾਂ ਵਿੱਚ ਜਾਗਰੂਕਤਾ ਪੈਦਾ ਕੀਤੀ ਜਾ ਸਕੇ ਅਤੇ ਸਮਾਜ ਵਿੱਚ ਫੈਲੀਆਂ ਬੁਰਾਈਆਂ ਨੂੰ ਖ਼ਤਮ ਕੀਤਾ ਜਾ ਸਕੇ। ਇਸ ਮੌਕੇ ਇਲਾਕੇ ਦੀਆਂ ਪ੍ਰਮੁੱਖ ਸ਼ਖ਼ਸੀਅਤਾਂ ਨੇ ਵੀ ਸ਼ਿਰਕਤ ਕੀਤੀ।: [540, 307, 801, 439]
jump-body-5: [268, 653, 525, 701]
jump-body-4-text: ਵਿਖੇ ਸਾਲਾਨਾ ਜੋੜ ਮੇਲਾ ਸ਼ਰਧਾ ਨਾਲ ਮਨਾਇਆ ਗਿਆ। ਇਸ ਮੌਕੇ ਸ੍ਰੀ ਅਖੰਡ ਪਾਠ ਸਾਹਿਬ ਦੇ ਭੋਗ ਪਾਏ ਗਏ ਅਤੇ ਰਾਗੀ ਜਥਿਆਂ ਵੱਲੋਂ ਇਲਾਹੀ ਬਾਣੀ ਦਾ ਗਾਇਨ ਕੀਤਾ ਗਿਆ। ਸੰਗਤਾਂ ਨੇ ਵੱਡੀ ਗਿਣਤੀ ਵਿੱਚ ਹਾਜ਼ਰੀ ਭਰੀ ਅਤੇ ਗੁਰੂ ਘਰ ਦੀਆਂ ਖੁਸ਼ੀਆਂ ਪ੍ਰਾਪਤ ਕੀਤੀਆਂ। ਪ੍ਰਬੰਧਕ ਕਮੇਟੀ ਵੱਲੋਂ ਅਤੁੱਟ ਲੰਗਰ ਦਾ ਪ੍ਰਬੰਧ ਕੀਤਾ ਗਿਆ ਸੀ ਜੋ ਸਾਰਾ ਦਿਨ ਚੱਲਦਾ ਰਿਹਾ। ਇਸ ਮੌਕੇ ਸੰਗਤਾਂ ਨੂੰ ਸੰਬੋਧਨ ਕਰਦਿਆਂ ਪ੍ਰਚਾਰਕਾਂ ਨੇ ਗੁਰੂ ਸਾਹਿਬ ਦੇ ਜੀਵਨ ਅਤੇ ਉਪਦੇਸ਼ਾਂ ਉੱਤੇ ਚਾਨਣਾ ਪਾਇਆ ਅਤੇ ਸੰਗਤਾਂ ਨੂੰ ਗੁਰਬਾਣੀ ਨਾਲ ਜੁੜਨ ਦੀ ਪ੍ਰੇਰਨਾ ਦਿੱਤੀ। ਸਮਾਗਮ ਦੇ ਅੰਤ ਵਿੱਚ ਸਰਬੱਤ ਦੇ ਭਲੇ ਲਈ ਅਰਦਾਸ ਕੀਤੀ ਗਈ। ਇਸ ਮੌਕੇ ਹਾਜ਼ਰ ਸ਼ਖ਼ਸੀਅਤਾਂ ਵਿੱਚ ਸ. ਗੁਰਚਰਨ ਸਿੰਘ, ਸ. ਜਸਵੰਤ ਸਿੰਘ, ਸ. ਹਰਬੰਸ ਸਿੰਘ, ਸ. ਸੁਖਦੇਵ ਸਿੰਘ, ਸ. ਮਨਜੀਤ ਸਿੰਘ, ਸ. ਬਲਵਿੰਦਰ ਸਿੰਘ ਅਤੇ ਹੋਰ ਬਹੁਤ ਸਾਰੀਆਂ ਸੰਗਤਾਂ ਸ਼ਾਮਲ ਸਨ।: [268, 504, 525, 625]
divider: [1091, 902, 1494, 903]
c5-story4-body: [1091, 835, 1494, 896]
story2-body-text: ਕੋਟ ਈਸੇ ਖਾਂ 7 ਸਤੰਬਰ (ਰਾਣੀ) ਕਿਸਾਨ ਮਜ਼ਦੂਰ ਸੰਘਰਸ਼ ਕਮੇਟੀ ਪੰਜਾਬ ਵੱਲੋਂ ਅੱਜ ਬਲਾਕ ਪੱਧਰ 'ਤੇ ਰੋਸ ਪ੍ਰਦਰਸ਼ਨ ਕੀਤਾ ਗਿਆ। ਇਸ ਮੌਕੇ ਆਗੂਆਂ ਨੇ ਕਿਹਾ ਕਿ ਕੇਂਦਰ ਅਤੇ ਸੂਬਾ ਸਰਕਾਰ ਦੀਆਂ ਕਿਸਾਨ ਵਿਰੋਧੀ ਨੀਤੀਆਂ ਕਾਰਨ ਕਿਸਾਨੀ ਤਬਾਹ ਹੋ ਰਹੀ ਹੈ। ਉਨ੍ਹਾਂ ਕਿਹਾ ਕਿ ਬਿਜਲੀ ਸਬਸਿਡੀ ਖ਼ਤਮ ਕਰਨ ਦਾ ਫੈਸਲਾ ਕਿਸਾਨਾਂ ਉੱਤੇ ਵਾਧੂ ਬੋਝ ਪਾਵੇਗਾ। ਆਗੂਆਂ ਨੇ ਮੰਗ ਕੀਤੀ ਕਿ ਸਾਰੀਆਂ ਫਸਲਾਂ ਉੱਤੇ ਐਮਐਸਪੀ ਦੀ ਗਾਰੰਟੀ ਦਾ ਕਾਨੂੰਨ ਬਣਾਇਆ ਜਾਵੇ ਅਤੇ ਕਰਜ਼ਾ ਮੁਆਫੀ ਕੀਤੀ ਜਾਵੇ। ਇਸ ਮੌਕੇ ਸੈਂਕੜੇ ਕਿਸਾਨਾਂ ਅਤੇ ਮਜ਼ਦੂਰਾਂ ਨੇ ਸ਼ਮੂਲੀਅਤ ਕੀਤੀ ਅਤੇ ਸਰਕਾਰ ਖ਼ਿਲਾਫ਼ ਜੰਮ ਕੇ ਨਾਅਰੇਬਾਜ਼ੀ ਕੀਤੀ। ਉਨ੍ਹਾਂ ਚੇਤਾਵਨੀ ਦਿੱਤੀ ਕਿ ਜੇਕਰ ਮੰਗਾਂ ਨਾ ਮੰਨੀਆਂ ਗਈਆਂ ਤਾਂ ਸੰਘਰਸ਼ ਹੋਰ ਤਿੱਖਾ ਕੀਤਾ ਜਾਵੇਗਾ।: [17, 606, 253, 714]
continued-banner: ਸਫ਼ਾ ਇੱਕ ਦੀ ਬਾਕੀ...: [268, 75, 525, 104]
divider: [17, 416, 253, 417]
story2-body: [17, 605, 253, 716]
story1-photo-caption: ਜਗਰਾਉਂ (ਬਿਊਰੋ)- ਸਰਕਾਰੀ ਸੀਨੀਅਰ ਸੈਕੰਡਰੀ ਸਕੂਲ ਵਿਖੇ ਸਟੇਟ ਅਵਾਰਡੀ ਮੈਡਮ ਅਨੀਤਾ ਦਾ ਸਵਾਗਤ ਕਰਦੇ ਹੋਏ ਸਟਾਫ ਮੈਂਬਰ।: [17, 259, 253, 280]
col3-para-4: ਉਨ੍ਹਾਂ ਮੰਗ ਕੀਤੀ ਕਿ ਸਰਕਾਰ ਤੁਰੰਤ ਕਦਮ ਚੁੱਕੇ ਅਤੇ ਜ਼ਰੂਰੀ ਵਸਤਾਂ ਦੀਆਂ ਕੀਮਤਾਂ ਉੱਤੇ ਕੰਟਰੋਲ ਕਰੇ। ਇਸ ਦੇ ਨਾਲ ਹੀ ਉਨ੍ਹਾਂ ਬੇਰੁਜ਼ਗਾਰੀ ਦੇ ਮੁੱਦੇ ਨੂੰ ਵੀ ਉਭਾਰਿਆ ਅਤੇ ਕਿਹਾ ਕਿ ਨੌਜਵਾਨ ਰੁਜ਼ਗਾਰ ਦੀ ਤਲਾਸ਼ ਵਿੱਚ ਵਿਦੇਸ਼ਾਂ ਨੂੰ ਜਾ ਰਹੇ ਹਨ।: [540, 488, 801, 523]
jump-body-3-text: ਦਫਤਰਾਂ ਵਿੱਚ ਖਾਲੀ ਪਈਆਂ ਅਸਾਮੀਆਂ ਨੂੰ ਜਲਦੀ ਭਰਿਆ ਜਾਵੇਗਾ। ਮੁੱਖ ਮੰਤਰੀ ਨੇ ਕਿਹਾ ਕਿ ਨੌਜਵਾਨਾਂ ਨੂੰ ਰੁਜ਼ਗਾਰ ਦੇਣਾ ਸਰਕਾਰ ਦੀ ਪਹਿਲੀ ਤਰਜੀਹ ਹੈ। ਉਨ੍ਹਾਂ ਦੱਸਿਆ ਕਿ ਹੁਣ ਤੱਕ ਹਜ਼ਾਰਾਂ ਨੌਜਵਾਨਾਂ ਨੂੰ ਨਿਯੁਕਤੀ ਪੱਤਰ ਦਿੱਤੇ ਜਾ ਚੁੱਕੇ ਹਨ ਅਤੇ ਇਹ ਸਿਲਸਿਲਾ ਅੱਗੇ ਵੀ ਜਾਰੀ ਰਹੇਗਾ। ਉਨ੍ਹਾਂ ਕਿਹਾ ਕਿ ਭਰਤੀ ਪ੍ਰਕਿਰਿਆ ਪੂਰੀ ਤਰ੍ਹਾਂ ਪਾਰਦਰਸ਼ੀ ਢੰਗ ਨਾਲ ਕੀਤੀ ਜਾ ਰਹੀ ਹੈ।: [268, 417, 525, 476]
c5-story2-body-text: ਜਗਰਾਉਂ 7 ਸਤੰਬਰ (ਬਿਊਰੋ) ਸ਼੍ਰੋਮਣੀ ਅਕਾਲੀ ਦਲ ਦੇ ਸੀਨੀਅਰ ਆਗੂਆਂ ਨੇ ਕਿਹਾ ਕਿ ਦਰਬਾਰਾ ਸਿੰਘ ਗੁਰੂ ਦੀ ਨਿਯੁਕਤੀ ਨਾਲ ਪਾਰਟੀ ਨੂੰ ਨਵੀਂ ਮਜ਼ਬੂਤੀ ਮਿਲੇਗੀ। ਉਨ੍ਹਾਂ ਕਿਹਾ ਕਿ ਉਹ ਇੱਕ ਤਜਰਬੇਕਾਰ ਆਗੂ ਹਨ ਅਤੇ ਉਨ੍ਹਾਂ ਦੇ ਤਜਰਬੇ ਦਾ ਲਾਭ ਪਾਰਟੀ ਨੂੰ ਮਿਲੇਗਾ। ਆਗੂਆਂ ਨੇ ਕਿਹਾ ਕਿ ਪਾਰਟੀ ਵਰਕਰਾਂ ਵਿੱਚ ਇਸ ਨਿਯੁਕਤੀ ਨਾਲ ਭਾਰੀ ਉਤਸ਼ਾਹ ਪਾਇਆ ਜਾ ਰਿਹਾ ਹੈ। ਉਨ੍ਹਾਂ ਕਿਹਾ ਕਿ ਆਉਣ ਵਾਲੇ ਸਮੇਂ ਵਿੱਚ ਪਾਰਟੀ ਨੂੰ ਪਿੰਡ ਪੱਧਰ ਤੱਕ ਮਜ਼ਬੂਤ ਕੀਤਾ ਜਾਵੇਗਾ ਅਤੇ ਹਰ ਵਰਕਰ ਨੂੰ ਬਣਦਾ ਮਾਣ ਸਤਿਕਾਰ ਦਿੱਤਾ ਜਾਵੇਗਾ। ਇਸ ਮੌਕੇ ਉਨ੍ਹਾਂ ਸਰਕਾਰ ਦੀਆਂ ਨੀਤੀਆਂ ਦੀ ਆਲੋਚਨਾ ਕਰਦਿਆਂ ਕਿਹਾ ਕਿ ਪੰਜਾਬ ਵਿੱਚ ਕਾਨੂੰਨ ਵਿਵਸਥਾ ਦੀ ਹਾਲਤ ਦਿਨੋ ਦਿਨ ਵਿਗੜਦੀ ਜਾ ਰਹੀ ਹੈ।: [1225, 264, 1494, 360]
c5-story4-photo-caption: ਜਗਰਾਉਂ 7 ਸਤੰਬਰ (ਸੋਨੂੰ ਬਾਂਸਲ) - ਪੰਜਾਬ ਪੈਨਸ਼ਨਰ ਐਸੋਸੀਏਸ਼ਨ ਦੀ ਮੀਟਿੰਗ ਦੌਰਾਨ ਹਾਜ਼ਰ ਅਹੁਦੇਦਾਰ।: [1091, 818, 1367, 828]
c5-story2-body: [1225, 263, 1494, 366]
story3-headline: ਪਿੰਡ ਤਲਵੰਡੀ ਭੰਗੇਰੀਆਂ 'ਚ ਐਮਐਲਏ ਲਾਡੀ ਦੇ ਦੌਰੇ ਸਦਕਾ ਵਿਕਾਸ ਕਾਰਜਾਂ ਨੇ ਫੜੀ ਰਫਤਾਰ: [23, 730, 247, 764]
page-footer: Printed and Publisher Rishabdeep Singh on behalf of Pehredar Social Welfare Society Red. 230/2008-2009 Printed at: Impression Printing & Packaging (Ltd.) Plot No. 22 Phase-2 industrial Area Panchkula (Haryana) 134109 & Published From Pehredar 1731, Near Railway Phatak Tehsil road Jagraon (Ludhiana.) 142026: [9, 1386, 1503, 1408]
col4-body-bottom: [815, 388, 1076, 425]
story2-headline: ਵਧਦੀ ਮਹਿੰਗਾਈ ਤੇ ਯੂਨਿਟ ਸਬਸਿਡੀ ਖ਼ਤਮ ਕਰਨ ਦੇ ਵਿਰੋਧ ਵਿੱਚ ਕਿਸਾਨ ਮਜ਼ਦੂਰ ਜਥੇਬੰਦੀ ਵੱਲੋਂ ਦੁੱਖ ਸਰਕਾਰ ਦਾ ਪੁਤਲਾ: [17, 423, 252, 475]
c5-story3-body-text: ਲੁਧਿਆਣਾ 7 ਸਤੰਬਰ (ਬਿਊਰੋ) - ਪੰਜਾਬ ਪ੍ਰਧਾਨ ਵਜੋਂ ਨਿਯੁਕਤੀ ਹੋਣ ਉੱਤੇ ਵਰਕਰਾਂ ਨੇ ਖੁਸ਼ੀ ਦਾ ਇਜ਼ਹਾਰ ਕੀਤਾ ਅਤੇ ਲੱਡੂ ਵੰਡੇ। ਇਸ ਮੌਕੇ ਨਵਨਿਯੁਕਤ ਪ੍ਰਧਾਨ ਨੇ ਕਿਹਾ ਕਿ ਉਹ ਪਾਰਟੀ ਹਾਈ ਕਮਾਂਡ ਵੱਲੋਂ ਦਿੱਤੀ ਗਈ ਜ਼ਿੰਮੇਵਾਰੀ ਨੂੰ ਪੂਰੀ ਤਨਦੇਹੀ ਨਾਲ ਨਿਭਾਉਣਗੇ। ਉਨ੍ਹਾਂ ਕਿਹਾ ਕਿ ਨਸ਼ਿਆਂ ਦੇ ਖ਼ਾਤਮੇ ਲਈ ਵਿਸ਼ੇਸ਼ ਮੁਹਿੰਮ ਚਲਾਈ ਜਾਵੇਗੀ ਅਤੇ ਨੌਜਵਾਨਾਂ ਨੂੰ ਸਿਹਤਮੰਦ ਗਤੀਵਿਧੀਆਂ ਨਾਲ ਜੋੜਿਆ ਜਾਵੇਗਾ। ਇਸ ਮੌਕੇ ਵੱਡੀ ਗਿਣਤੀ ਵਿੱਚ ਵਰਕਰ ਹਾਜ਼ਰ ਸਨ।: [1091, 579, 1494, 626]
story4-kicker: ਮਾਮਲਾ ਸਰਕਾਰੀ ਕਰਮਚਾਰੀ ਤੋਂ ਠੱਗੇ 100 ਕਰੋੜ ਦੇ ਘਪਲੇ ਦਾ: [29, 1098, 240, 1110]
divider: [17, 722, 253, 723]
column-3: [532, 75, 808, 1378]
col4-para-3: ਉਨ੍ਹਾਂ ਕਿਹਾ ਕਿ ਸਿਹਤ ਅਤੇ ਸਿੱਖਿਆ ਦੇ ਖੇਤਰ ਵਿੱਚ ਸੁਧਾਰ ਦੀ ਸਖ਼ਤ ਲੋੜ ਹੈ। ਸਰਕਾਰੀ ਹਸਪਤਾਲਾਂ ਵਿੱਚ ਡਾਕਟਰਾਂ ਅਤੇ ਦਵਾਈਆਂ ਦੀ ਘਾਟ ਹੈ ਜਿਸ ਕਾਰਨ ਗਰੀਬ ਲੋਕਾਂ ਨੂੰ ਮਜਬੂਰੀ ਵੱਸ ਪ੍ਰਾਈਵੇਟ ਹਸਪਤਾਲਾਂ ਵਿੱਚ ਜਾਣਾ ਪੈਂਦਾ ਹੈ ਜਿੱਥੇ ਭਾਰੀ ਖਰਚਾ ਆਉਂਦਾ ਹੈ।: [815, 147, 1076, 181]
story4-headline: ਕੀ ਸਰਕਾਰ ਨਿਰਪੱਖਤਾ ਨਾਲ ਕਰਵਾਏਗੀ ਜਾਂਚ ਜਾਂ ਫਿਰ ਜੁਰਮ ਤੇ ਪਾਇਆ ਜਾਵੇਗਾ ਪਰਦਾ: [18, 1123, 251, 1157]
col4-para-5: ਆਗੂਆਂ ਨੇ ਕਿਹਾ ਕਿ ਪਿੰਡਾਂ ਵਿੱਚ ਸੜਕਾਂ, ਗਲੀਆਂ ਅਤੇ ਨਾਲੀਆਂ ਦੀ ਹਾਲਤ ਬਹੁਤ ਮਾੜੀ ਹੈ। ਬਰਸਾਤ ਦੇ ਦਿਨਾਂ ਵਿੱਚ ਪਾਣੀ ਭਰ ਜਾਂਦਾ ਹੈ ਜਿਸ ਕਾਰਨ ਲੋਕਾਂ ਨੂੰ ਆਉਣ ਜਾਣ ਵਿੱਚ ਭਾਰੀ ਮੁਸ਼ਕਲ ਹੁੰਦੀ ਹੈ। ਉਨ੍ਹਾਂ ਮੰਗ ਕੀਤੀ ਕਿ ਇਨ੍ਹਾਂ ਦੀ ਮੁਰੰਮਤ ਜਲਦੀ ਕਰਵਾਈ ਜਾਵੇ।: [815, 230, 1076, 264]
story3-lead-note: ਪਿੰਡ ਦੀਆਂ ਗਲੀਆਂ ਨਾਲੀਆਂ ਦੇ ਇਹ ਨਿਰਮਾਣ ਕਾਰਜ ਜਲਦੀ ਹੀ ਮੁਕੰਮਲ ਕਰਵਾ ਦਿੱਤੇ ਜਾਣਗੇ: ਐਮਐਲਏ: [17, 770, 253, 805]
c5-story3-photo-caption: ਲੁਧਿਆਣਾ 7 ਸਤੰਬਰ (ਬਿਊਰੋ) - ਨਵਨਿਯੁਕਤ ਪ੍ਰਧਾਨ ਨੂੰ ਸਨਮਾਨਿਤ ਕਰਦੇ ਹੋਏ ਪਾਰਟੀ ਦੇ ਆਗੂ ਅਤੇ ਵਰਕਰ।: [1091, 561, 1384, 571]
